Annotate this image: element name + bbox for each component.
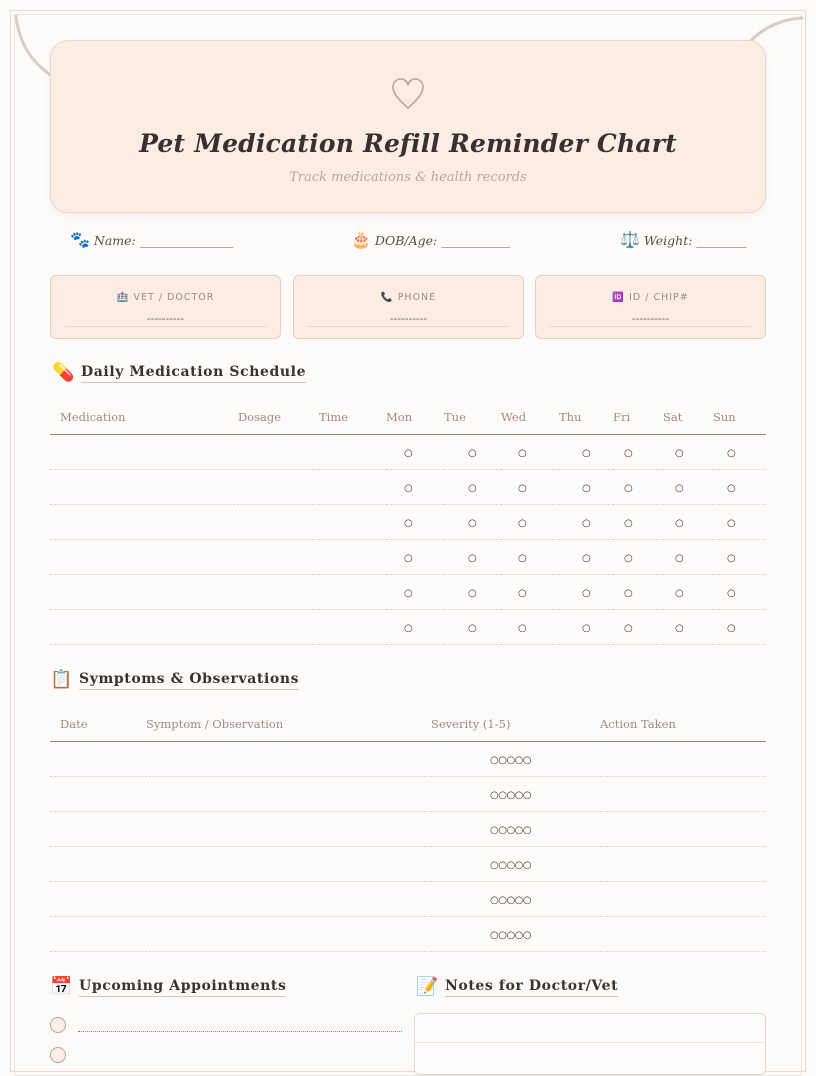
vet-doctor-box[interactable]	[50, 275, 281, 339]
dose-checkbox[interactable]: ○	[624, 587, 633, 599]
dosage-cell[interactable]	[238, 505, 319, 540]
clipboard-icon: 📋	[50, 669, 74, 690]
medication-row	[50, 505, 766, 540]
medication-cell[interactable]	[50, 505, 238, 540]
id-icon: 🆔	[612, 292, 626, 303]
appointments-section-title: 📅 Upcoming Appointments	[50, 976, 287, 997]
action-cell[interactable]	[600, 917, 766, 952]
dosage-cell[interactable]	[238, 435, 319, 470]
day-cell	[613, 575, 663, 610]
dose-checkbox[interactable]: ○	[468, 447, 477, 459]
day-cell	[613, 470, 663, 505]
hospital-icon: 🏥	[116, 292, 130, 303]
calendar-icon: 📅	[50, 976, 74, 997]
day-cell	[613, 505, 663, 540]
medication-section-title: 💊 Daily Medication Schedule	[52, 362, 307, 383]
dob-age-field[interactable]	[351, 230, 510, 249]
dose-checkbox[interactable]: ○	[404, 622, 413, 634]
symptom-row	[50, 812, 766, 847]
severity-cell[interactable]	[431, 742, 600, 777]
dose-checkbox[interactable]: ○	[404, 552, 413, 564]
scale-icon: ⚖️	[620, 230, 640, 249]
col-wed: Wed	[501, 400, 559, 435]
day-cell	[559, 575, 613, 610]
paw-icon: 🐾	[70, 230, 90, 249]
day-cell	[501, 470, 559, 505]
day-cell	[713, 610, 766, 645]
dose-checkbox[interactable]: ○	[468, 482, 477, 494]
pill-icon: 💊	[52, 362, 76, 383]
dose-checkbox[interactable]: ○	[675, 552, 684, 564]
day-cell	[613, 435, 663, 470]
severity-cell[interactable]	[431, 777, 600, 812]
day-cell	[613, 540, 663, 575]
phone-box[interactable]	[293, 275, 524, 339]
col-sun: Sun	[713, 400, 766, 435]
dose-checkbox[interactable]: ○	[675, 517, 684, 529]
medication-cell[interactable]	[50, 470, 238, 505]
medication-table	[50, 400, 766, 645]
dosage-cell[interactable]	[238, 610, 319, 645]
dose-checkbox[interactable]: ○	[624, 517, 633, 529]
col-mon: Mon	[386, 400, 444, 435]
date-cell[interactable]	[50, 777, 146, 812]
day-cell	[663, 540, 713, 575]
medication-cell[interactable]	[50, 610, 238, 645]
dose-checkbox[interactable]: ○	[404, 447, 413, 459]
pet-name-label: Name: _______________	[93, 233, 234, 248]
dose-checkbox[interactable]: ○	[404, 587, 413, 599]
dose-checkbox[interactable]: ○	[518, 622, 527, 634]
severity-rating[interactable]: ○○○○○	[490, 929, 532, 941]
dose-checkbox[interactable]: ○	[675, 482, 684, 494]
day-cell	[386, 505, 444, 540]
action-cell[interactable]	[600, 847, 766, 882]
cake-icon: 🎂	[351, 230, 371, 249]
time-cell[interactable]	[319, 505, 386, 540]
action-cell[interactable]	[600, 882, 766, 917]
medication-cell[interactable]	[50, 435, 238, 470]
day-cell	[444, 470, 501, 505]
dosage-cell[interactable]	[238, 575, 319, 610]
medication-row	[50, 575, 766, 610]
dose-checkbox[interactable]: ○	[582, 482, 591, 494]
date-cell[interactable]	[50, 812, 146, 847]
symptoms-header-row	[50, 707, 766, 742]
severity-rating[interactable]: ○○○○○	[490, 789, 532, 801]
symptom-row	[50, 917, 766, 952]
medication-row	[50, 470, 766, 505]
col-sat: Sat	[663, 400, 713, 435]
day-cell	[386, 435, 444, 470]
dose-checkbox[interactable]: ○	[624, 622, 633, 634]
time-cell[interactable]	[319, 435, 386, 470]
date-cell[interactable]	[50, 742, 146, 777]
col-severity: Severity (1-5)	[431, 707, 600, 742]
severity-cell[interactable]	[431, 812, 600, 847]
day-cell	[663, 470, 713, 505]
dose-checkbox[interactable]: ○	[624, 447, 633, 459]
dose-checkbox[interactable]: ○	[727, 622, 736, 634]
dose-checkbox[interactable]: ○	[727, 552, 736, 564]
dose-checkbox[interactable]: ○	[518, 517, 527, 529]
medication-cell[interactable]	[50, 540, 238, 575]
weight-field[interactable]	[620, 230, 746, 249]
dose-checkbox[interactable]: ○	[727, 482, 736, 494]
id-chip-label: 🆔 ID / CHIP#	[612, 292, 689, 303]
dose-checkbox[interactable]: ○	[727, 587, 736, 599]
symptom-row	[50, 742, 766, 777]
vet-doctor-label: 🏥 VET / DOCTOR	[116, 292, 215, 303]
dose-checkbox[interactable]: ○	[404, 482, 413, 494]
col-time: Time	[319, 400, 386, 435]
time-cell[interactable]	[319, 540, 386, 575]
time-cell[interactable]	[319, 610, 386, 645]
day-cell	[663, 435, 713, 470]
symptom-cell[interactable]	[146, 847, 431, 882]
day-cell	[663, 575, 713, 610]
severity-rating[interactable]: ○○○○○	[490, 894, 532, 906]
dose-checkbox[interactable]: ○	[468, 587, 477, 599]
day-cell	[663, 610, 713, 645]
time-cell[interactable]	[319, 470, 386, 505]
symptom-row	[50, 882, 766, 917]
medication-header-row	[50, 400, 766, 435]
vet-doctor-value: ----------	[65, 312, 266, 327]
action-cell[interactable]	[600, 777, 766, 812]
symptom-row	[50, 777, 766, 812]
dob-age-label: DOB/Age: ___________	[374, 233, 510, 248]
heart-icon	[391, 77, 425, 111]
severity-cell[interactable]	[431, 882, 600, 917]
day-cell	[444, 575, 501, 610]
dose-checkbox[interactable]: ○	[675, 587, 684, 599]
dose-checkbox[interactable]: ○	[582, 622, 591, 634]
appointment-item[interactable]	[50, 1047, 402, 1067]
action-cell[interactable]	[600, 812, 766, 847]
day-cell	[386, 470, 444, 505]
notes-box[interactable]	[414, 1013, 766, 1075]
dose-checkbox[interactable]: ○	[518, 447, 527, 459]
appointment-line	[78, 1031, 402, 1032]
day-cell	[386, 575, 444, 610]
symptom-cell[interactable]	[146, 917, 431, 952]
dose-checkbox[interactable]: ○	[404, 517, 413, 529]
action-cell[interactable]	[600, 742, 766, 777]
dose-checkbox[interactable]: ○	[624, 552, 633, 564]
col-tue: Tue	[444, 400, 501, 435]
weight-label: Weight: ________	[643, 233, 747, 248]
phone-label: 📞 PHONE	[380, 292, 437, 303]
medication-row	[50, 435, 766, 470]
day-cell	[713, 470, 766, 505]
dose-checkbox[interactable]: ○	[727, 447, 736, 459]
date-cell[interactable]	[50, 847, 146, 882]
dose-checkbox[interactable]: ○	[582, 552, 591, 564]
day-cell	[559, 505, 613, 540]
appointment-checkbox[interactable]	[50, 1017, 66, 1033]
medication-cell[interactable]	[50, 575, 238, 610]
memo-icon: 📝	[416, 976, 440, 997]
dose-checkbox[interactable]: ○	[727, 517, 736, 529]
col-fri: Fri	[613, 400, 663, 435]
day-cell	[444, 505, 501, 540]
appointment-item[interactable]	[50, 1017, 402, 1037]
symptoms-section-title: 📋 Symptoms & Observations	[50, 669, 300, 690]
dose-checkbox[interactable]: ○	[582, 587, 591, 599]
pet-name-field[interactable]	[70, 230, 234, 249]
col-thu: Thu	[559, 400, 613, 435]
medication-row	[50, 540, 766, 575]
symptom-cell[interactable]	[146, 882, 431, 917]
col-symptom: Symptom / Observation	[146, 707, 431, 742]
time-cell[interactable]	[319, 575, 386, 610]
symptom-cell[interactable]	[146, 812, 431, 847]
date-cell[interactable]	[50, 882, 146, 917]
header-card	[50, 40, 766, 213]
severity-rating[interactable]: ○○○○○	[490, 859, 532, 871]
symptom-cell[interactable]	[146, 777, 431, 812]
col-date: Date	[50, 707, 146, 742]
col-action: Action Taken	[600, 707, 766, 742]
id-chip-box[interactable]	[535, 275, 766, 339]
phone-value: ----------	[308, 312, 509, 327]
date-cell[interactable]	[50, 917, 146, 952]
day-cell	[501, 610, 559, 645]
dose-checkbox[interactable]: ○	[468, 622, 477, 634]
medication-row	[50, 610, 766, 645]
day-cell	[713, 435, 766, 470]
page-subtitle: Track medications & health records	[289, 170, 527, 185]
dose-checkbox[interactable]: ○	[582, 517, 591, 529]
dose-checkbox[interactable]: ○	[582, 447, 591, 459]
notes-section-title: 📝 Notes for Doctor/Vet	[416, 976, 619, 997]
day-cell	[444, 610, 501, 645]
severity-cell[interactable]	[431, 917, 600, 952]
dose-checkbox[interactable]: ○	[624, 482, 633, 494]
dose-checkbox[interactable]: ○	[675, 622, 684, 634]
severity-rating[interactable]: ○○○○○	[490, 754, 532, 766]
col-dosage: Dosage	[238, 400, 319, 435]
notes-line	[415, 1042, 765, 1043]
day-cell	[501, 505, 559, 540]
dose-checkbox[interactable]: ○	[468, 517, 477, 529]
dose-checkbox[interactable]: ○	[468, 552, 477, 564]
day-cell	[501, 435, 559, 470]
day-cell	[444, 540, 501, 575]
dosage-cell[interactable]	[238, 470, 319, 505]
day-cell	[559, 540, 613, 575]
phone-icon: 📞	[380, 292, 394, 303]
col-medication: Medication	[50, 400, 238, 435]
dose-checkbox[interactable]: ○	[518, 587, 527, 599]
symptom-cell[interactable]	[146, 742, 431, 777]
day-cell	[613, 610, 663, 645]
day-cell	[713, 540, 766, 575]
day-cell	[713, 575, 766, 610]
appointment-checkbox[interactable]	[50, 1047, 66, 1063]
dose-checkbox[interactable]: ○	[518, 552, 527, 564]
symptom-row	[50, 847, 766, 882]
day-cell	[559, 610, 613, 645]
dose-checkbox[interactable]: ○	[675, 447, 684, 459]
day-cell	[559, 435, 613, 470]
day-cell	[501, 575, 559, 610]
severity-cell[interactable]	[431, 847, 600, 882]
day-cell	[386, 610, 444, 645]
id-chip-value: ----------	[550, 312, 751, 327]
severity-rating[interactable]: ○○○○○	[490, 824, 532, 836]
dosage-cell[interactable]	[238, 540, 319, 575]
day-cell	[663, 505, 713, 540]
page-title: Pet Medication Refill Reminder Chart	[139, 129, 677, 158]
dose-checkbox[interactable]: ○	[518, 482, 527, 494]
day-cell	[501, 540, 559, 575]
day-cell	[713, 505, 766, 540]
symptoms-table	[50, 707, 766, 952]
day-cell	[386, 540, 444, 575]
day-cell	[444, 435, 501, 470]
day-cell	[559, 470, 613, 505]
